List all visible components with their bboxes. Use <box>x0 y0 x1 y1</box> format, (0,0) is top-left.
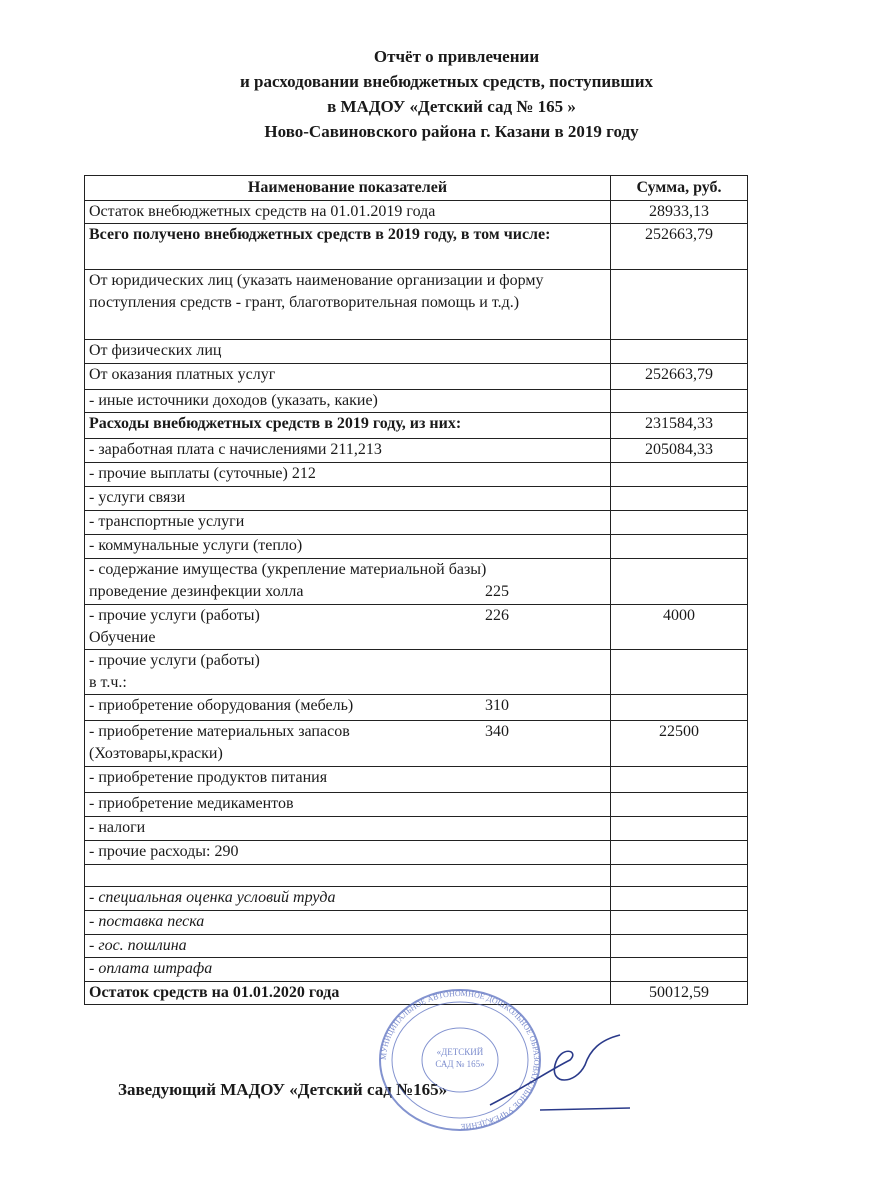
row-sum <box>611 695 748 721</box>
row-label: Всего получено внебюджетных средств в 2019 году, в том числе: <box>89 226 551 243</box>
row-sum: 50012,59 <box>611 982 748 1005</box>
row-name <box>85 911 611 935</box>
row-sum <box>611 958 748 982</box>
row-label: - иные источники доходов (указать, какие) <box>89 392 378 409</box>
row-sum: 4000 <box>611 605 748 650</box>
row-label: Расходы внебюджетных средств в 2019 году, из них: <box>89 415 462 432</box>
table-row <box>85 201 748 224</box>
budget-code: 310 <box>485 697 509 714</box>
document-title <box>0 44 873 144</box>
row-name <box>85 463 611 487</box>
report-table <box>84 175 748 1005</box>
row-sum: 22500 <box>611 721 748 767</box>
row-name <box>85 270 611 340</box>
row-label: - заработная плата с начислениями 211,213 <box>89 441 382 458</box>
row-name <box>85 650 611 695</box>
budget-code: 225 <box>485 583 509 600</box>
row-label: - налоги <box>89 819 146 836</box>
row-sum <box>611 767 748 793</box>
row-name <box>85 695 611 721</box>
row-label: - гос. пошлина <box>89 937 187 954</box>
row-label: - приобретение продуктов питания <box>89 769 328 786</box>
title-line: и расходовании внебюджетных средств, поступивших <box>239 72 653 91</box>
signature-line: Заведующий МАДОУ «Детский сад №165» <box>118 1080 448 1099</box>
table-row <box>85 817 748 841</box>
row-name <box>85 721 611 767</box>
row-name <box>85 887 611 911</box>
table-row <box>85 559 748 605</box>
row-label: - коммунальные услуги (тепло) <box>89 537 303 554</box>
title-line: Ново-Савиновского района г. Казани в 2019 году <box>264 122 639 141</box>
row-name <box>85 865 611 887</box>
row-name <box>85 511 611 535</box>
row-sum <box>611 817 748 841</box>
svg-text:САД № 165»: САД № 165» <box>435 1059 485 1069</box>
row-label: - прочие выплаты (суточные) 212 <box>89 465 316 482</box>
row-label: - приобретение оборудования (мебель) <box>89 697 354 714</box>
row-sum: 252663,79 <box>611 224 748 270</box>
table-row <box>85 793 748 817</box>
table-row <box>85 887 748 911</box>
row-label: От юридических лиц (указать наименование организации и форму поступления средств - грант, благотворительная помощь и т.д.) <box>89 272 544 311</box>
row-name <box>85 841 611 865</box>
row-name <box>85 487 611 511</box>
table-row <box>85 413 748 439</box>
row-name <box>85 535 611 559</box>
row-name <box>85 439 611 463</box>
table-row <box>85 935 748 958</box>
row-name <box>85 793 611 817</box>
row-name <box>85 935 611 958</box>
title-line: в МАДОУ «Детский сад № 165 » <box>327 97 576 116</box>
table-row <box>85 463 748 487</box>
row-name <box>85 201 611 224</box>
row-label: Остаток средств на 01.01.2020 года <box>89 984 340 1001</box>
row-sum <box>611 559 748 605</box>
row-sum <box>611 841 748 865</box>
row-name <box>85 958 611 982</box>
header-name: Наименование показателей <box>85 176 611 201</box>
row-label: - прочие расходы: 290 <box>89 843 239 860</box>
row-sum <box>611 511 748 535</box>
header-sum: Сумма, руб. <box>611 176 748 201</box>
row-sum <box>611 270 748 340</box>
title-line: Отчёт о привлечении <box>373 47 540 66</box>
row-label: От физических лиц <box>89 342 222 359</box>
row-label: Остаток внебюджетных средств на 01.01.2019 года <box>89 203 436 220</box>
row-label: - приобретение материальных запасов (Хозтовары,краски) <box>89 723 350 762</box>
row-name <box>85 340 611 364</box>
row-label: - услуги связи <box>89 489 186 506</box>
table-row <box>85 535 748 559</box>
row-label: - прочие услуги (работы) Обучение <box>89 607 260 646</box>
row-label: - специальная оценка условий труда <box>89 889 336 906</box>
row-sum <box>611 793 748 817</box>
svg-text:«ДЕТСКИЙ: «ДЕТСКИЙ <box>436 1047 484 1057</box>
row-label: От оказания платных услуг <box>89 366 276 383</box>
row-sum <box>611 390 748 413</box>
handwritten-signature <box>480 1030 630 1120</box>
table-row <box>85 364 748 390</box>
svg-text:МУНИЦИПАЛЬНОЕ АВТОНОМНОЕ ДОШКО: МУНИЦИПАЛЬНОЕ АВТОНОМНОЕ ДОШКОЛЬНОЕ ОБРАЗОВАТЕЛЬНОЕ УЧРЕЖДЕНИЕ <box>378 988 542 1132</box>
row-sum <box>611 487 748 511</box>
table-row <box>85 487 748 511</box>
budget-code: 340 <box>485 723 509 740</box>
row-name <box>85 817 611 841</box>
row-label: - содержание имущества (укрепление материальной базы) проведение дезинфекции холла <box>89 561 487 600</box>
table-row <box>85 224 748 270</box>
table-row <box>85 390 748 413</box>
budget-code: 226 <box>485 607 509 624</box>
table-row <box>85 767 748 793</box>
row-name <box>85 413 611 439</box>
row-sum <box>611 911 748 935</box>
row-sum <box>611 865 748 887</box>
row-name <box>85 559 611 605</box>
row-label: - приобретение медикаментов <box>89 795 294 812</box>
row-sum <box>611 463 748 487</box>
table-row <box>85 439 748 463</box>
row-name <box>85 767 611 793</box>
row-name <box>85 224 611 270</box>
row-label: - поставка песка <box>89 913 205 930</box>
row-name <box>85 390 611 413</box>
row-sum: 252663,79 <box>611 364 748 390</box>
row-label: - транспортные услуги <box>89 513 245 530</box>
row-label: - оплата штрафа <box>89 960 213 977</box>
row-label: - прочие услуги (работы) в т.ч.: <box>89 652 260 691</box>
row-sum <box>611 887 748 911</box>
row-name <box>85 605 611 650</box>
row-sum <box>611 535 748 559</box>
row-sum <box>611 650 748 695</box>
row-sum: 28933,13 <box>611 201 748 224</box>
table-row <box>85 721 748 767</box>
row-sum: 231584,33 <box>611 413 748 439</box>
table-row <box>85 605 748 650</box>
row-name <box>85 364 611 390</box>
table-row <box>85 841 748 865</box>
table-row <box>85 865 748 887</box>
table-row <box>85 650 748 695</box>
table-row <box>85 911 748 935</box>
table-row <box>85 958 748 982</box>
table-row <box>85 695 748 721</box>
table-row <box>85 340 748 364</box>
row-sum <box>611 935 748 958</box>
table-row <box>85 270 748 340</box>
row-sum: 205084,33 <box>611 439 748 463</box>
table-row <box>85 511 748 535</box>
row-sum <box>611 340 748 364</box>
